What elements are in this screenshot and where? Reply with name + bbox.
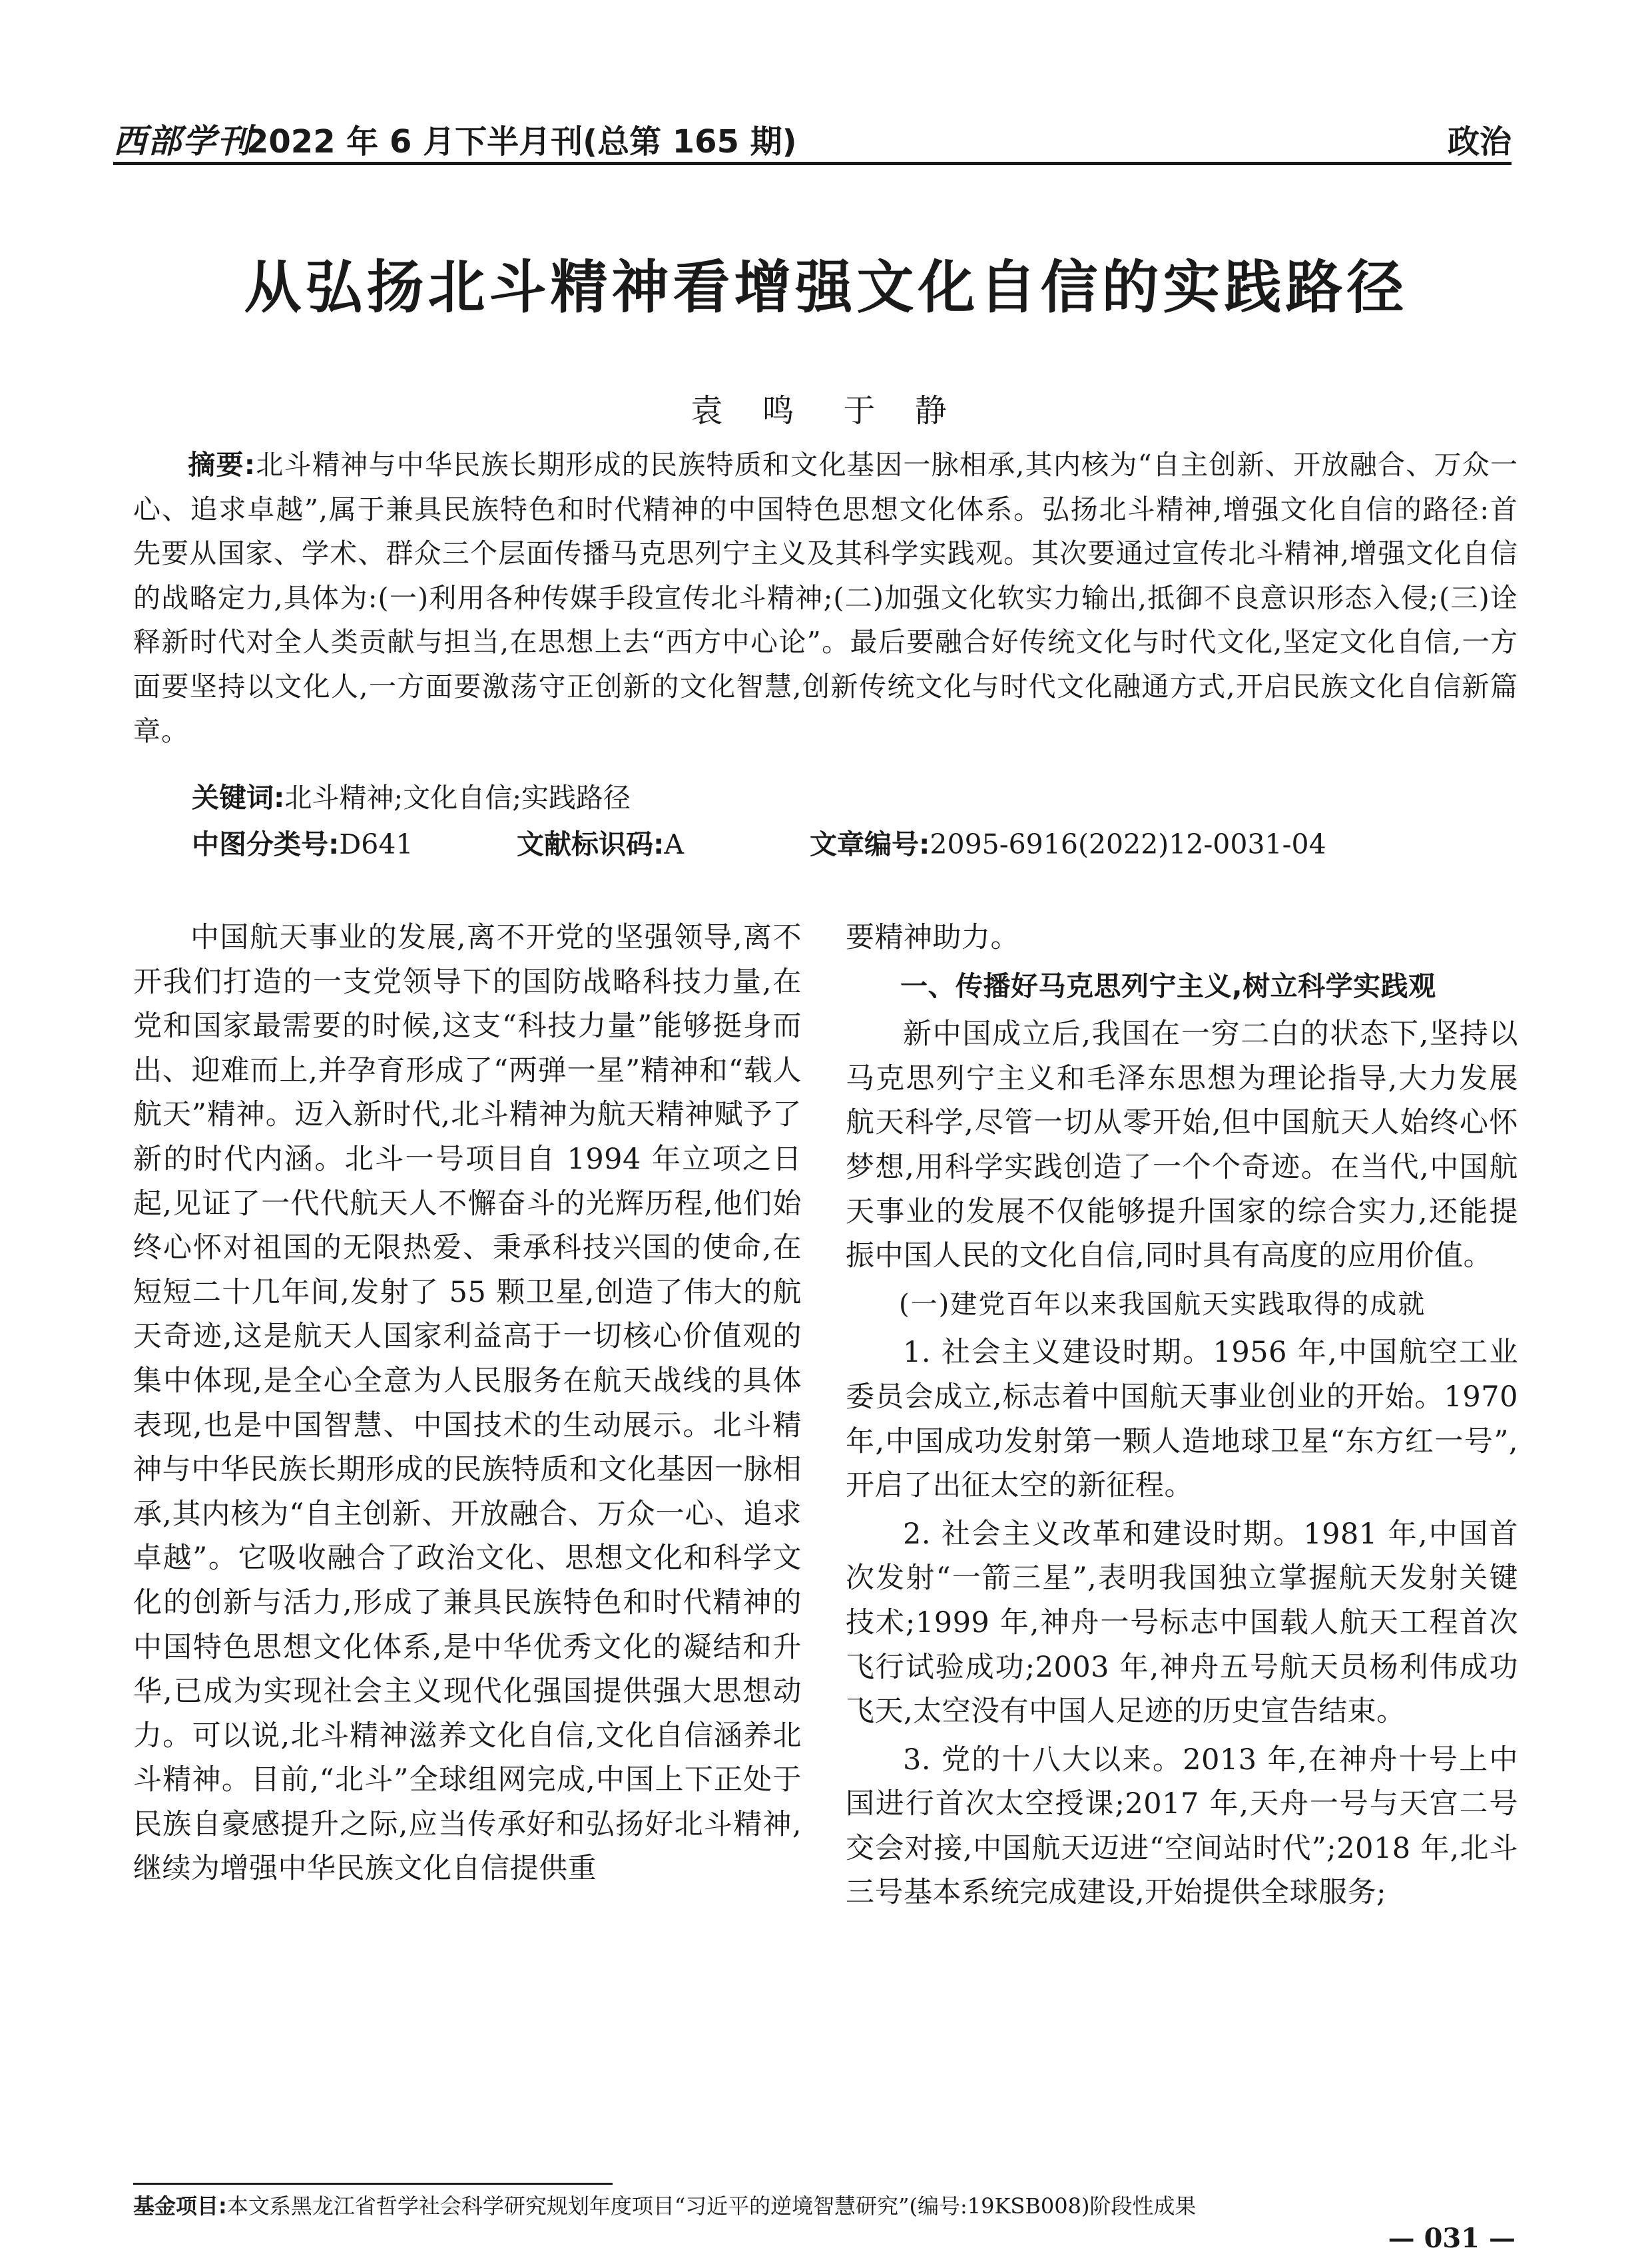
keywords-text: 北斗精神;文化自信;实践路径 [284,782,631,814]
body-paragraph: 2. 社会主义改革和建设时期。1981 年,中国首次发射“一箭三星”,表明我国独立掌握航天发射关键技术;1999 年,神舟一号标志中国载人航天工程首次飞行试验成功;2003 年,神舟五号航天员杨利伟成功飞天,太空没有中国人足迹的历史宣告结束。 [846,1517,1518,1729]
journal-logo: 西部学刊 [113,121,252,160]
document-code: 文献标识码:A [517,828,685,860]
author-2: 于 静 [843,392,962,429]
body-paragraph-continued: 要精神助力。 [846,921,1019,954]
page-number: — 031 — [1388,2223,1515,2254]
header-rule [113,162,1512,165]
funding-text: 本文系黑龙江省哲学社会科学研究规划年度项目“习近平的逆境智慧研究”(编号:19KSB008)阶段性成果 [226,2193,1197,2219]
authors [0,385,1652,431]
abstract [133,443,1518,753]
clc-number: 中图分类号:D641 [192,828,413,860]
section-tag: 政治 [1447,123,1512,160]
abstract-label: 摘要: [188,449,256,481]
subsection-heading: (一)建党百年以来我国航天实践取得的成就 [899,1288,1426,1320]
funding-label: 基金项目: [133,2193,227,2219]
body-paragraph: 1. 社会主义建设时期。1956 年,中国航空工业委员会成立,标志着中国航天事业创业的开始。1970 年,中国成功发射第一颗人造地球卫星“东方红一号”,开启了出征太空的新征程。 [846,1336,1518,1503]
classification-line [192,822,1326,862]
keywords [192,776,631,815]
body-paragraph: 中国航天事业的发展,离不开党的坚强领导,离不开我们打造的一支党领导下的国防战略科技力量,在党和国家最需要的时候,这支“科技力量”能够挺身而出、迎难而上,并孕育形成了“两弹一星”精神和“载人航天”精神。迈入新时代,北斗精神为航天精神赋予了新的时代内涵。北斗一号项目自 1994 年立项之日起,见证了一代代航天人不懈奋斗的光辉历程,他们始终心怀对祖国的无限热爱、秉承科技兴国的使命,在短短二十几年间,发射了 55 颗卫星,创造了伟大的航天奇迹,这是航天人国家利益高于一切核心价值观的集中体现,是全心全意为人民服务在航天战线的具体表现,也是中国智慧、中国技术的生动展示。北斗精神与中华民族长期形成的民族特质和文化基因一脉相承,其内核为“自主创新、开放融合、万众一心、追求卓越”。它吸收融合了政治文化、思想文化和科学文化的创新与活力,形成了兼具民族特色和时代精神的中国特色思想文化体系,是中华优秀文化的凝结和升华,已成为实现社会主义现代化强国提供强大思想动力。可以说,北斗精神滋养文化自信,文化自信涵养北斗精神。目前,“北斗”全球组网完成,中国上下正处于民族自豪感提升之际,应当传承好和弘扬好北斗精神,继续为增强中华民族文化自信提供重 [133,921,802,1886]
body-paragraph: 3. 党的十八大以来。2013 年,在神舟十号上中国进行首次太空授课;2017 年,天舟一号与天宫二号交会对接,中国航天迈进“空间站时代”;2018 年,北斗三号基本系统完成建设,开始提供全球服务; [846,1743,1518,1910]
abstract-text: 北斗精神与中华民族长期形成的民族特质和文化基因一脉相承,其内核为“自主创新、开放融合、万众一心、追求卓越”,属于兼具民族特色和时代精神的中国特色思想文化体系。弘扬北斗精神,增强文化自信的路径:首先要从国家、学术、群众三个层面传播马克思列宁主义及其科学实践观。其次要通过宣传北斗精神,增强文化自信的战略定力,具体为:(一)利用各种传媒手段宣传北斗精神;(二)加强文化软实力输出,抵御不良意识形态入侵;(三)诠释新时代对全人类贡献与担当,在思想上去“西方中心论”。最后要融合好传统文化与时代文化,坚定文化自信,一方面要坚持以文化人,一方面要激荡守正创新的文化智慧,创新传统文化与时代文化融通方式,开启民族文化自信新篇章。 [133,449,1518,747]
funding-footnote [133,2191,1518,2221]
running-header [113,112,1512,165]
footnote-rule [133,2183,613,2185]
section-heading: 一、传播好马克思列宁主义,树立科学实践观 [900,970,1436,1002]
right-column [846,916,1518,1919]
journal-issue: 2022 年 6 月下半月刊(总第 165 期) [246,123,797,160]
article-number: 文章编号:2095-6916(2022)12-0031-04 [810,828,1326,860]
keywords-label: 关键词: [192,782,285,814]
article-title: 从弘扬北斗精神看增强文化自信的实践路径 [244,254,1408,321]
body-paragraph: 新中国成立后,我国在一穷二白的状态下,坚持以马克思列宁主义和毛泽东思想为理论指导,大力发展航天科学,尽管一切从零开始,但中国航天人始终心怀梦想,用科学实践创造了一个个奇迹。在当代,中国航天事业的发展不仅能够提升国家的综合实力,还能提振中国人民的文化自信,同时具有高度的应用价值。 [846,1017,1518,1273]
author-1: 袁 鸣 [690,392,809,429]
left-column [133,916,802,1895]
